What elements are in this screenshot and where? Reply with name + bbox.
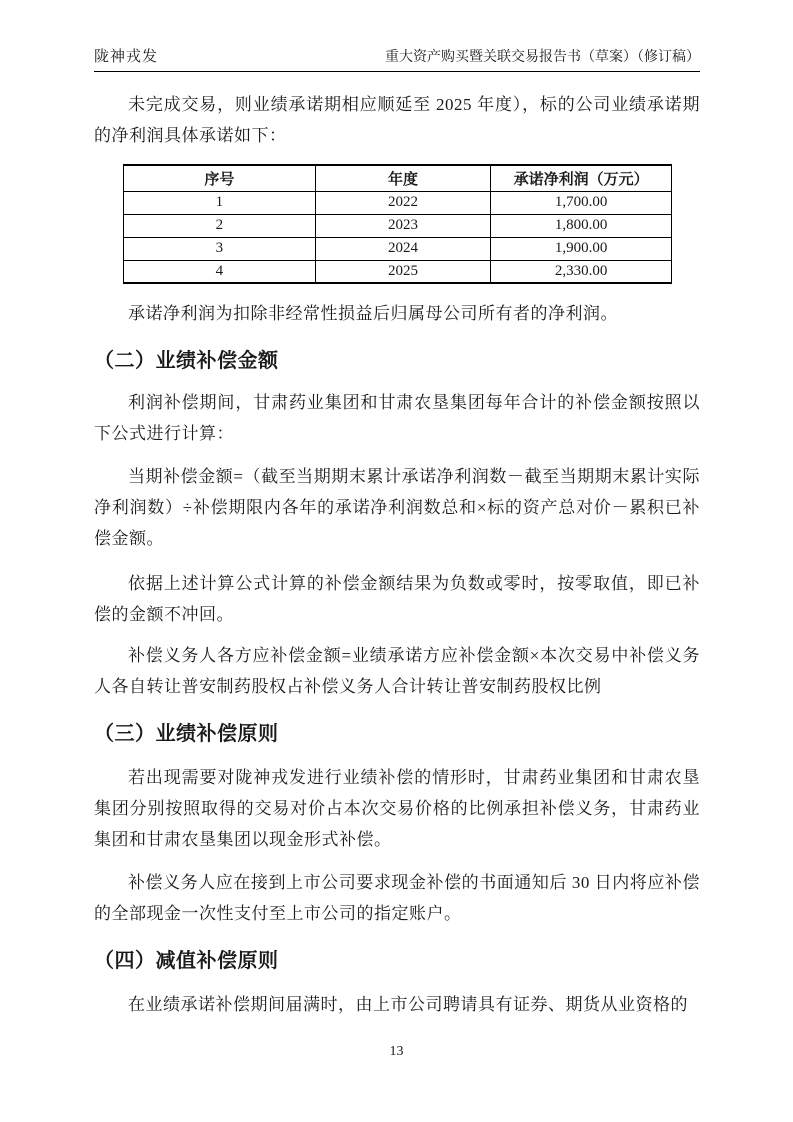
section2-paragraph-3: 依据上述计算公式计算的补偿金额结果为负数或零时，按零取值，即已补偿的金额不冲回。 [94,574,700,624]
section4-paragraph-1: 在业绩承诺补偿期间届满时，由上市公司聘请具有证券、期货从业资格的 [128,995,688,1014]
cell-index: 4 [124,260,316,283]
cell-index: 2 [124,214,316,237]
section3-paragraph-1: 若出现需要对陇神戎发进行业绩补偿的情形时，甘肃药业集团和甘肃农垦集团分别按照取得的交易对价占本次交易价格的比例承担补偿义务，甘肃药业集团和甘肃农垦集团以现金形式补偿。 [94,768,700,849]
table-row [124,237,672,260]
cell-profit: 1,900.00 [491,237,672,260]
cell-year: 2024 [315,237,490,260]
table-row [124,214,672,237]
cell-year: 2022 [315,191,490,214]
col-header-index: 序号 [124,165,316,191]
cell-profit: 1,700.00 [491,191,672,214]
col-header-year: 年度 [315,165,490,191]
cell-year: 2023 [315,214,490,237]
cell-profit: 1,800.00 [491,214,672,237]
section-heading-3: （三）业绩补偿原则 [94,723,279,745]
section-heading-4: （四）减值补偿原则 [94,950,279,972]
section2-paragraph-2: 当期补偿金额=（截至当期期末累计承诺净利润数－截至当期期末累计实际净利润数）÷补偿期限内各年的承诺净利润数总和×标的资产总对价－累积已补偿金额。 [94,467,700,548]
section2-paragraph-1: 利润补偿期间，甘肃药业集团和甘肃农垦集团每年合计的补偿金额按照以下公式进行计算： [94,393,700,443]
intro-paragraph: 未完成交易，则业绩承诺期相应顺延至 2025 年度），标的公司业绩承诺期的净利润具体承诺如下： [94,95,700,145]
table-row [124,191,672,214]
table-note-paragraph: 承诺净利润为扣除非经常性损益后归属母公司所有者的净利润。 [128,304,618,323]
col-header-profit: 承诺净利润（万元） [491,165,672,191]
cell-year: 2025 [315,260,490,283]
section3-paragraph-2: 补偿义务人应在接到上市公司要求现金补偿的书面通知后 30 日内将应补偿的全部现金一次性支付至上市公司的指定账户。 [94,873,700,923]
section-heading-2: （二）业绩补偿金额 [94,350,279,372]
net-profit-commitment-table [123,164,672,284]
header-report-title: 重大资产购买暨关联交易报告书（草案）（修订稿） [385,50,700,65]
header-company-name: 陇神戎发 [94,49,159,65]
table-header-row [124,165,672,191]
section2-paragraph-4: 补偿义务人各方应补偿金额=业绩承诺方应补偿金额×本次交易中补偿义务人各自转让普安制药股权占补偿义务人合计转让普安制药股权比例 [94,646,700,696]
cell-profit: 2,330.00 [491,260,672,283]
page-header [94,45,700,72]
cell-index: 1 [124,191,316,214]
cell-index: 3 [124,237,316,260]
table-row [124,260,672,283]
page-number: 13 [389,1044,404,1059]
